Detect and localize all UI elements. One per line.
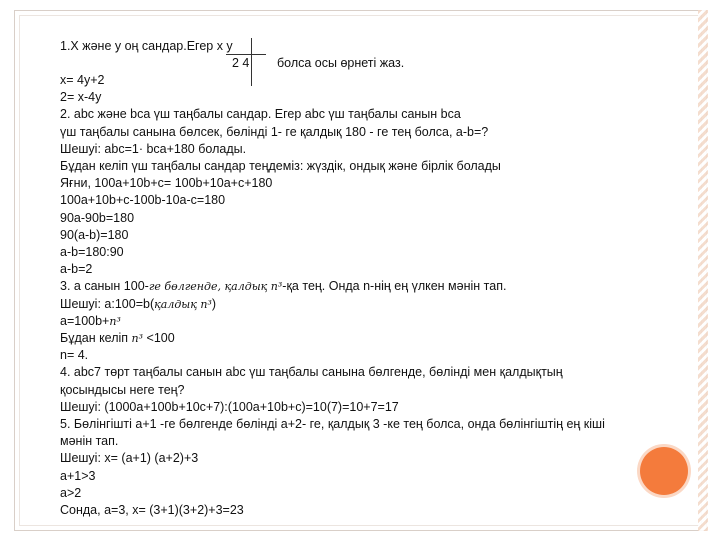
text-line: n= 4. xyxy=(60,348,89,363)
text-line: Шешуі: x= (a+1) (a+2)+3 xyxy=(60,451,199,466)
math-fragment: n³ xyxy=(200,297,212,311)
text-fragment: Шешуі: а:100=b( xyxy=(60,296,155,311)
text-line: x= 4у+2 xyxy=(60,73,105,87)
text-line: 90a-90b=180 xyxy=(60,210,135,225)
solution-3-line xyxy=(60,296,690,313)
text-line: Сонда, a=3, x= (3+1)(3+2)+3=23 xyxy=(60,503,244,518)
text-fragment: а=100b+ xyxy=(60,313,110,328)
math-fragment: n³ xyxy=(109,314,121,328)
text-line: Шешуі: (1000a+100b+10c+7):(100a+10b+c)=10(7)=10+7=17 xyxy=(60,399,399,414)
text-line: 4. abc7 төрт таңбалы санын abc үш таңбалы санына бөлгенде, бөлінді мен қалдықтың xyxy=(60,365,563,380)
math-fragment: қалдық xyxy=(154,297,197,311)
inequality-line xyxy=(60,330,690,347)
problem-1-tail: болса осы өрнеті жаз. xyxy=(277,56,405,70)
formula-line xyxy=(60,313,690,330)
text-line: 100a+10b+c-100b-10a-c=180 xyxy=(60,193,226,208)
decorative-side-strip xyxy=(698,10,708,531)
text-fragment: ) xyxy=(211,296,217,311)
problem-1-header xyxy=(60,38,690,72)
problem-1-title: 1.X және у оң сандар.Егер x у xyxy=(60,39,233,53)
table-vertical-line xyxy=(251,38,252,86)
text-fragment: <100 xyxy=(146,331,175,346)
text-line: 5. Бөлінгішті а+1 -ге бөлгенде бөлінді а+2- ге, қалдық 3 -ке тең болса, онда бөлінгіштің ең кіші xyxy=(60,417,605,432)
slide-content xyxy=(60,38,690,519)
text-line: қосындысы неге тең? xyxy=(60,382,185,397)
text-fragment: 3. а санын 100- xyxy=(60,279,149,294)
text-line: мәнін тап. xyxy=(60,434,119,449)
table-horizontal-line xyxy=(226,54,266,55)
text-line: a+1>3 xyxy=(60,468,96,483)
text-line: a>2 xyxy=(60,485,82,500)
math-fragment: n³ xyxy=(270,280,283,294)
text-line: 2. abc және bca үш таңбалы сандар. Егер abc үш таңбалы санын bca xyxy=(60,107,461,122)
text-line: 2= x-4у xyxy=(60,90,102,105)
problem-1-ratio-values: 2 4 xyxy=(232,56,250,70)
text-line: 90(a-b)=180 xyxy=(60,227,129,242)
text-line: Шешуі: abc=1· bca+180 болады. xyxy=(60,141,247,156)
math-fragment: ге бөлгенде, қалдық xyxy=(148,280,268,294)
text-line: үш таңбалы санына бөлсек, бөлінді 1- ге қалдық 180 - ге тең болса, a-b=? xyxy=(60,124,489,139)
text-line: a-b=2 xyxy=(60,262,93,277)
problem-3-line xyxy=(60,278,690,295)
text-line: a-b=180:90 xyxy=(60,245,124,260)
math-fragment: n³ xyxy=(131,332,144,346)
text-line: Бұдан келіп үш таңбалы сандар теңдеміз: жүздік, ондық және бірлік болады xyxy=(60,159,501,174)
text-fragment: -қа тең. Онда n-нің ең үлкен мәнін тап. xyxy=(282,279,507,294)
text-line: Яғни, 100a+10b+c= 100b+10a+c+180 xyxy=(60,176,273,191)
text-fragment: Бұдан келіп xyxy=(60,331,129,346)
